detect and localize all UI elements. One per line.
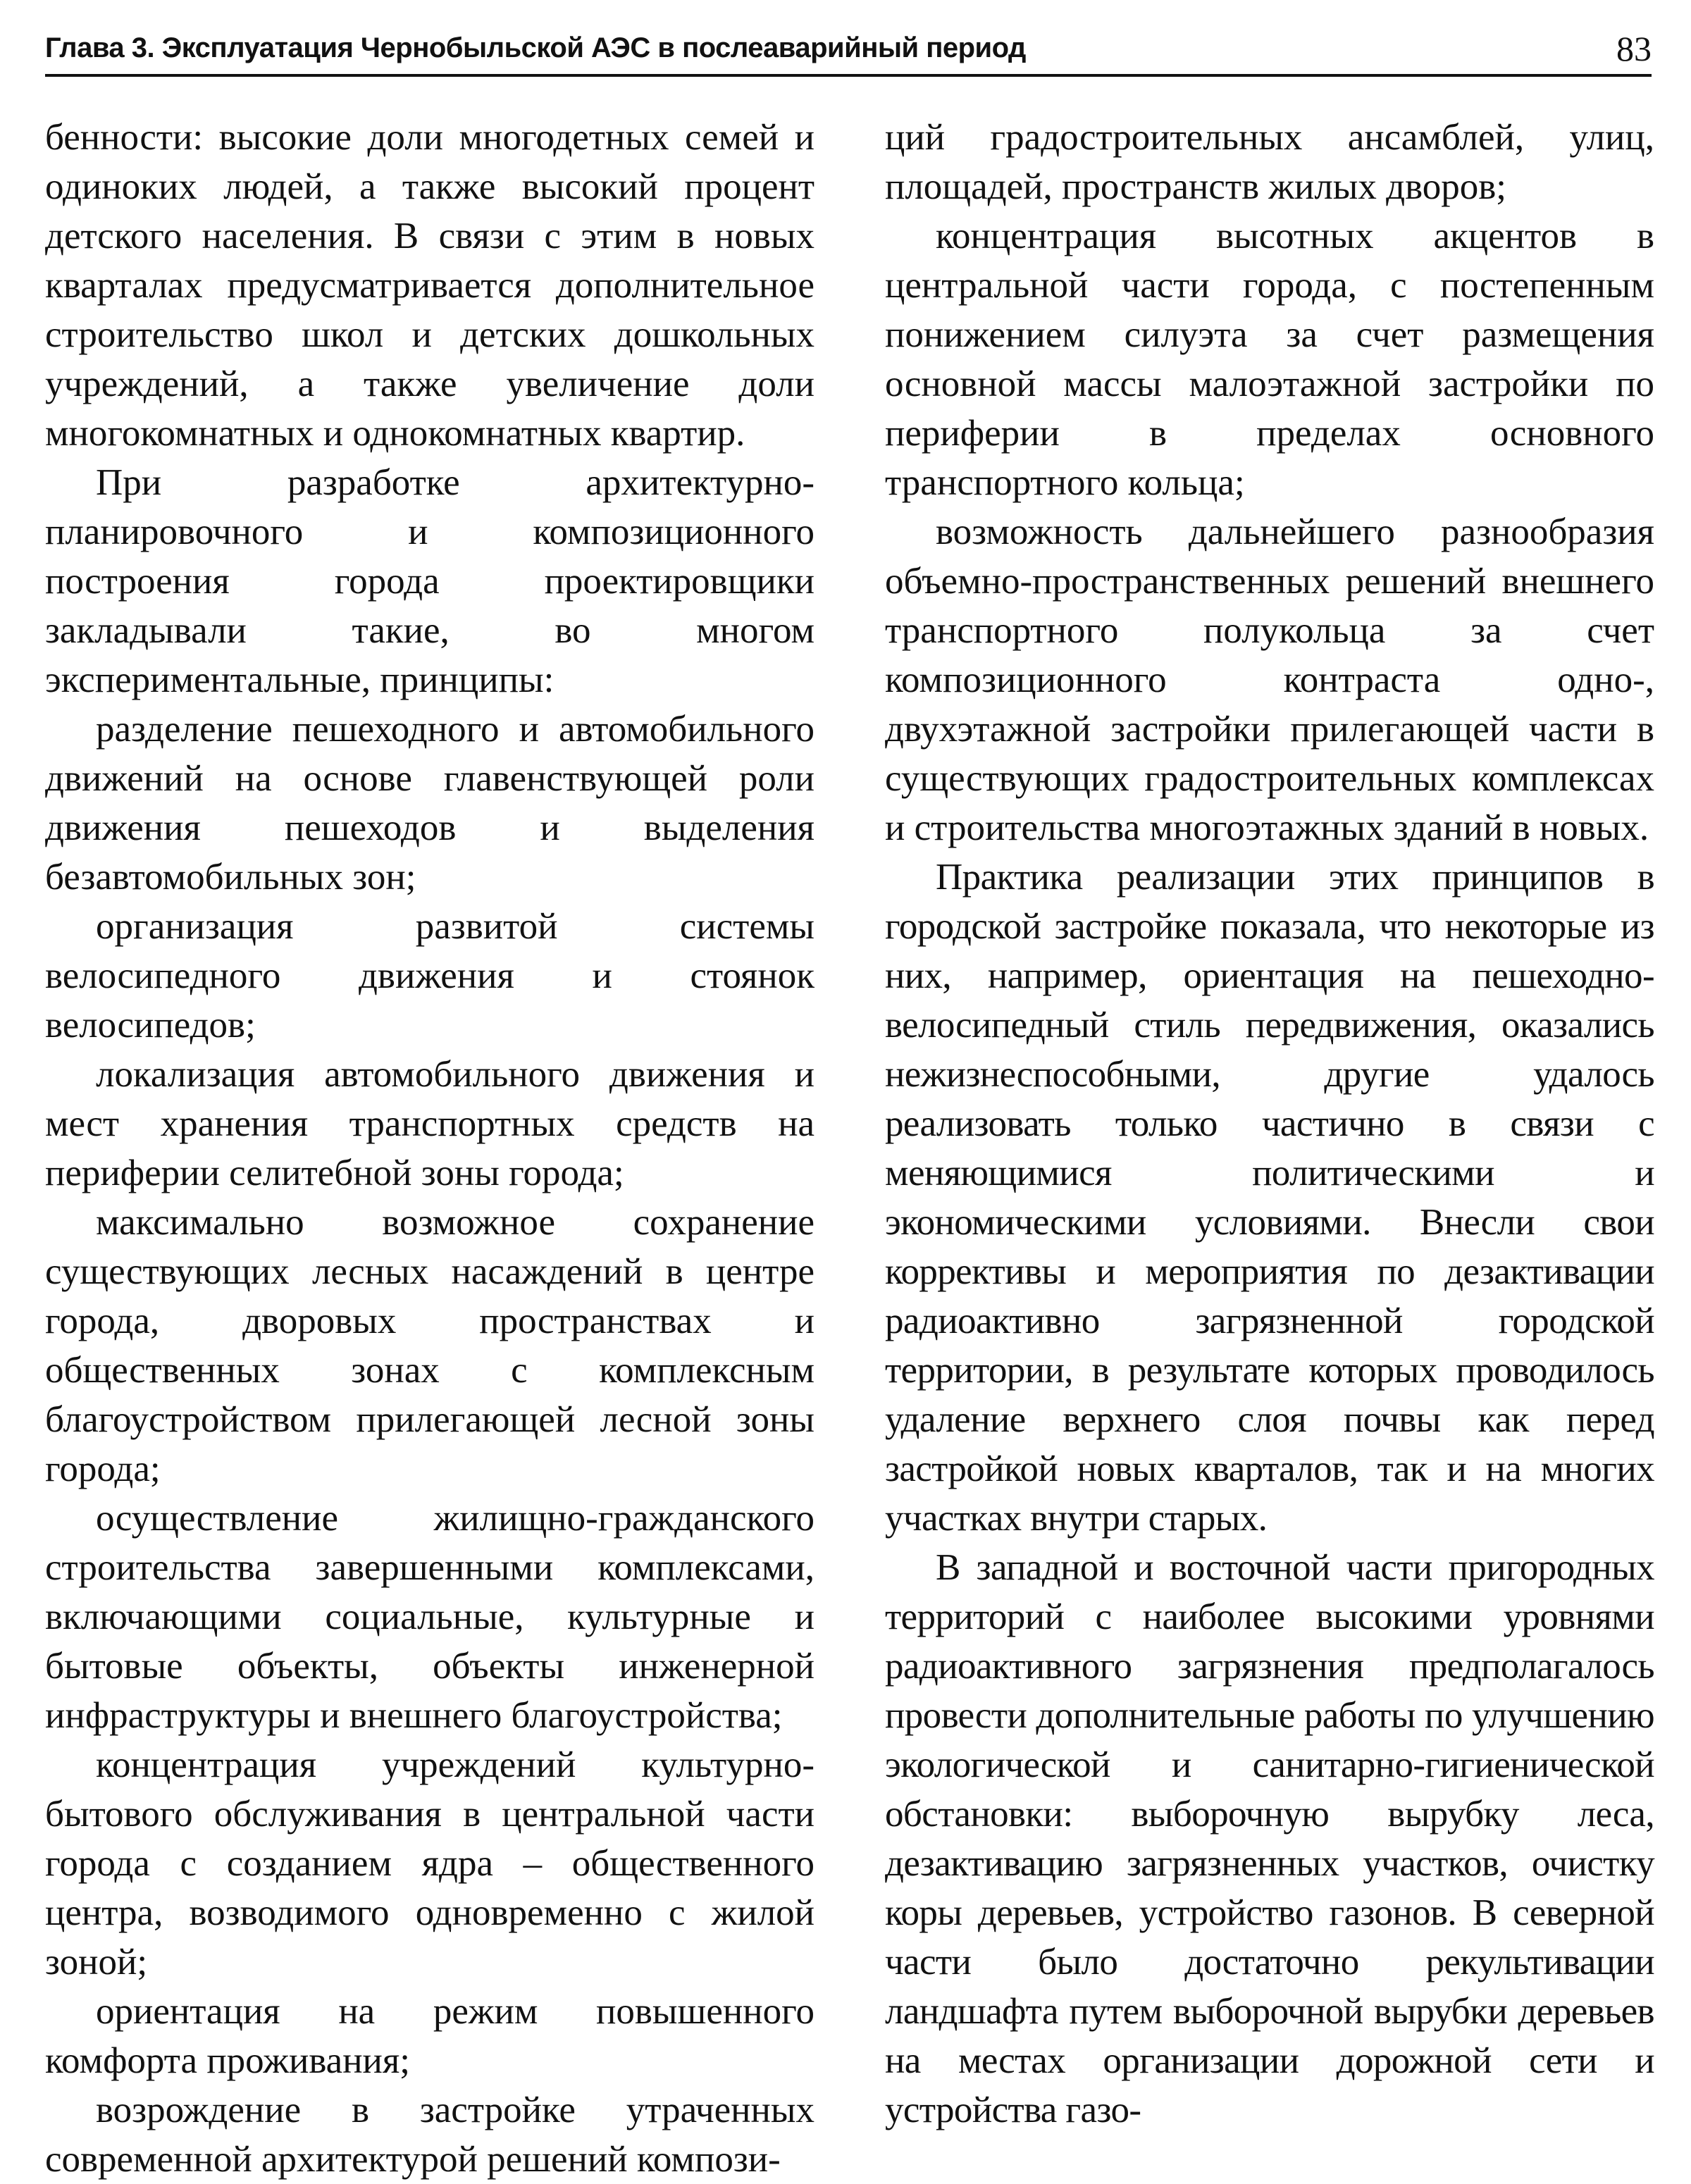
paragraph: ориентация на режим повышенного комфорта проживания; — [45, 1991, 814, 2081]
running-header — [45, 25, 1652, 75]
paragraph: В западной и восточной части пригородных территорий с наиболее высокими уровнями радиоактивного загрязнения предполагалось провести дополнительные работы по улучшению экологической и санитарно-гигиенической обстановки: выборочную вырубку леса, дезактивацию загрязненных участков, очистку коры деревьев, устройство газонов. В северной части было достаточно рекультивации ландшафта путем выборочной вырубки деревьев на местах организации дорожной сети и устройства газо- — [885, 1547, 1654, 2130]
chapter-title: Глава 3. Эксплуатация Чернобыльской АЭС в послеаварийный период — [45, 32, 1026, 63]
paragraph: локализация автомобильного движения и мест хранения транспортных средств на периферии селитебной зоны города; — [45, 1054, 814, 1193]
paragraph: организация развитой системы велосипедного движения и стоянок велосипедов; — [45, 906, 814, 1046]
right-column — [885, 113, 1654, 2135]
paragraph: концентрация высотных акцентов в центральной части города, с постепенным понижением силуэта за счет размещения основной массы малоэтажной застройки по периферии в пределах основного транспортного кольца; — [885, 216, 1654, 503]
paragraph: При разработке архитектурно-планировочного и композиционного построения города проектировщики закладывали такие, во многом экспериментальные, принципы: — [45, 462, 814, 700]
left-column — [45, 113, 814, 2184]
page-number: 83 — [1616, 29, 1652, 68]
paragraph: концентрация учреждений культурно-бытового обслуживания в центральной части города с созданием ядра – общественного центра, возводимого одновременно с жилой зоной; — [45, 1744, 814, 1983]
paragraph: бенности: высокие доли многодетных семей и одиноких людей, а также высокий процент детского населения. В связи с этим в новых кварталах предусматривается дополнительное строительство школ и детских дошкольных учреждений, а также увеличение доли многокомнатных и однокомнатных квартир. — [45, 117, 814, 454]
paragraph: разделение пешеходного и автомобильного движений на основе главенствующей роли движения пешеходов и выделения безавтомобильных зон; — [45, 709, 814, 898]
paragraph: Практика реализации этих принципов в городской застройке показала, что некоторые из них, например, ориентация на пешеходно-велосипедный стиль передвижения, оказались нежизнеспособными, другие удалось реализовать только частично в связи с меняющимися политическими и экономическими условиями. Внесли свои коррективы и мероприятия по дезактивации радиоактивно загрязненной городской территории, в результате которых проводилось удаление верхнего слоя почвы как перед застройкой новых кварталов, так и на многих участках внутри старых. — [885, 857, 1654, 1539]
paragraph: возможность дальнейшего разнообразия объемно-пространственных решений внешнего транспортного полукольца за счет композиционного контраста одно-, двухэтажной застройки прилегающей части в существующих градостроительных комплексах и строительства многоэтажных зданий в новых. — [885, 511, 1654, 848]
paragraph: ций градостроительных ансамблей, улиц, площадей, пространств жилых дворов; — [885, 117, 1654, 207]
header-rule — [45, 74, 1652, 77]
paragraph: осуществление жилищно-гражданского строительства завершенными комплексами, включающими социальные, культурные и бытовые объекты, объекты инженерной инфраструктуры и внешнего благоустройства; — [45, 1498, 814, 1736]
paragraph: возрождение в застройке утраченных современной архитектурой решений компози- — [45, 2090, 814, 2180]
paragraph: максимально возможное сохранение существующих лесных насаждений в центре города, дворовых пространствах и общественных зонах с комплексным благоустройством прилегающей лесной зоны города; — [45, 1202, 814, 1489]
